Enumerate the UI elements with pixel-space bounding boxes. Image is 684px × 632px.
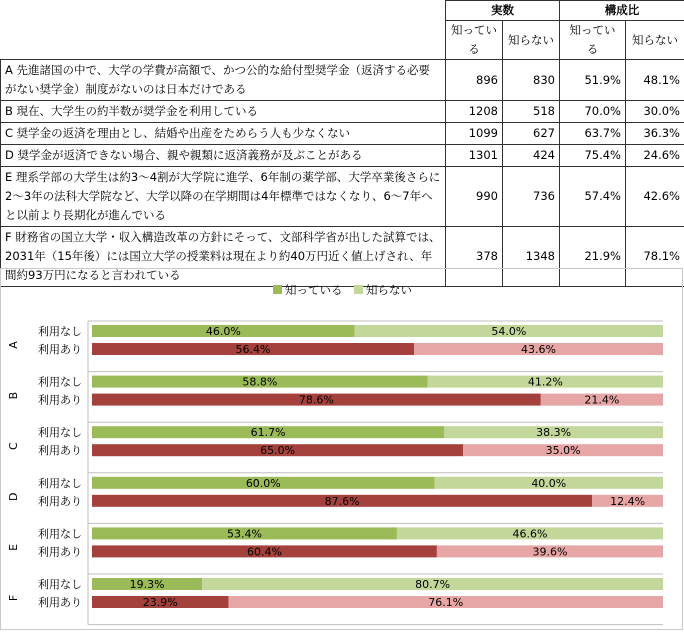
dont-count-cell: 830	[503, 60, 560, 101]
dont-pct-cell: 30.0%	[626, 101, 684, 123]
bar-category-label: 利用あり	[38, 444, 82, 458]
data-label-know: 60.0%	[245, 476, 281, 490]
dont-pct-cell: 36.3%	[626, 123, 684, 145]
data-label-dont: 39.6%	[532, 545, 568, 559]
group-label: C	[7, 442, 20, 451]
bar-category-label: 利用あり	[38, 494, 82, 508]
data-label-dont: 38.3%	[536, 426, 572, 440]
group-label: F	[7, 594, 20, 602]
data-label-dont: 46.6%	[512, 527, 548, 541]
dont-count-cell: 736	[503, 167, 560, 227]
dont-pct-cell: 42.6%	[626, 167, 684, 227]
data-label-know: 61.7%	[250, 426, 286, 440]
legend-swatch-dont	[354, 285, 363, 294]
data-label-know: 65.0%	[260, 444, 296, 458]
group-label: D	[7, 492, 20, 502]
know-count-cell: 378	[446, 227, 503, 287]
know-pct-cell: 75.4%	[560, 145, 626, 167]
know-count-cell: 1208	[446, 101, 503, 123]
data-label-know: 46.0%	[205, 325, 241, 338]
dont-pct-cell: 78.1%	[626, 227, 684, 287]
data-label-dont: 40.0%	[531, 476, 567, 490]
question-cell: B 現在、大学生の約半数が奨学金を利用している	[1, 101, 446, 123]
know-pct-cell: 63.7%	[560, 123, 626, 145]
bar-category-label: 利用あり	[38, 596, 82, 609]
know-count-cell: 1099	[446, 123, 503, 145]
bar-category-label: 利用あり	[38, 545, 82, 559]
know-pct-cell: 57.4%	[560, 167, 626, 227]
data-label-dont: 76.1%	[428, 596, 464, 609]
data-label-dont: 80.7%	[415, 578, 451, 591]
dont-count-cell: 424	[503, 145, 560, 167]
group-label: E	[7, 543, 20, 551]
dont-pct-cell: 48.1%	[626, 60, 684, 101]
question-cell: C 奨学金の返済を理由とし、結婚や出産をためらう人も少なくない	[1, 123, 446, 145]
bar-category-label: 利用なし	[38, 426, 82, 440]
know-count-cell: 990	[446, 167, 503, 227]
data-label-know: 19.3%	[129, 578, 165, 591]
legend-swatch-know	[273, 285, 282, 294]
bar-category-label: 利用あり	[38, 393, 82, 407]
data-label-dont: 35.0%	[545, 444, 581, 458]
bar-category-label: 利用なし	[38, 578, 82, 591]
data-label-know: 58.8%	[242, 375, 278, 389]
data-label-dont: 43.6%	[521, 343, 556, 356]
data-label-know: 60.4%	[246, 545, 282, 559]
dont-count-cell: 627	[503, 123, 560, 145]
know-count-cell: 896	[446, 60, 503, 101]
know-pct-cell: 21.9%	[560, 227, 626, 287]
bar-category-label: 利用なし	[38, 325, 82, 338]
know-pct-cell: 70.0%	[560, 101, 626, 123]
bar-category-label: 利用なし	[38, 375, 82, 389]
data-label-know: 23.9%	[142, 596, 178, 609]
data-label-dont: 54.0%	[491, 325, 527, 338]
group-label: B	[7, 391, 20, 400]
data-label-dont: 21.4%	[584, 393, 620, 407]
dont-count-cell: 1348	[503, 227, 560, 287]
header-know-count: 知っている	[446, 21, 503, 60]
legend-label-know: 知っている	[285, 283, 343, 297]
group-label: A	[7, 341, 20, 349]
dont-count-cell: 518	[503, 101, 560, 123]
bar-category-label: 利用あり	[38, 343, 82, 356]
data-label-know: 78.6%	[298, 393, 334, 407]
data-label-know: 53.4%	[226, 527, 262, 541]
data-label-dont: 41.2%	[527, 375, 563, 389]
header-ratios: 構成比	[560, 1, 684, 21]
data-label-know: 87.6%	[324, 494, 360, 508]
question-cell: E 理系学部の大学生は約3～4割が大学院に進学、6年制の薬学部、大学卒業後さらに2～3年の法科大学院など、大学以降の在学期間は4年標準ではなくなり、6～7年へと以前より長期化が進んでいる	[1, 167, 446, 227]
bar-category-label: 利用なし	[38, 476, 82, 490]
header-know-pct: 知っている	[560, 21, 626, 60]
header-dont-count: 知らない	[503, 21, 560, 60]
data-label-know: 56.4%	[235, 343, 271, 356]
know-pct-cell: 51.9%	[560, 60, 626, 101]
question-cell: A 先進諸国の中で、大学の学費が高額で、かつ公的な給付型奨学金（返済する必要がない奨学金）制度がないのは日本だけである	[1, 60, 446, 101]
header-counts: 実数	[446, 1, 560, 21]
know-count-cell: 1301	[446, 145, 503, 167]
bar-category-label: 利用なし	[38, 527, 82, 541]
question-cell: F 財務省の国立大学・収入構造改革の方針にそって、文部科学省が出した試算では、2031年（15年後）には国立大学の授業料は現在より約40万円近く値上げされ、年間約93万円になると言われている	[1, 227, 446, 287]
legend-label-dont: 知らない	[366, 283, 412, 297]
data-label-dont: 12.4%	[610, 494, 646, 508]
question-cell: D 奨学金が返済できない場合、親や親類に返済義務が及ぶことがある	[1, 145, 446, 167]
dont-pct-cell: 24.6%	[626, 145, 684, 167]
header-dont-pct: 知らない	[626, 21, 684, 60]
